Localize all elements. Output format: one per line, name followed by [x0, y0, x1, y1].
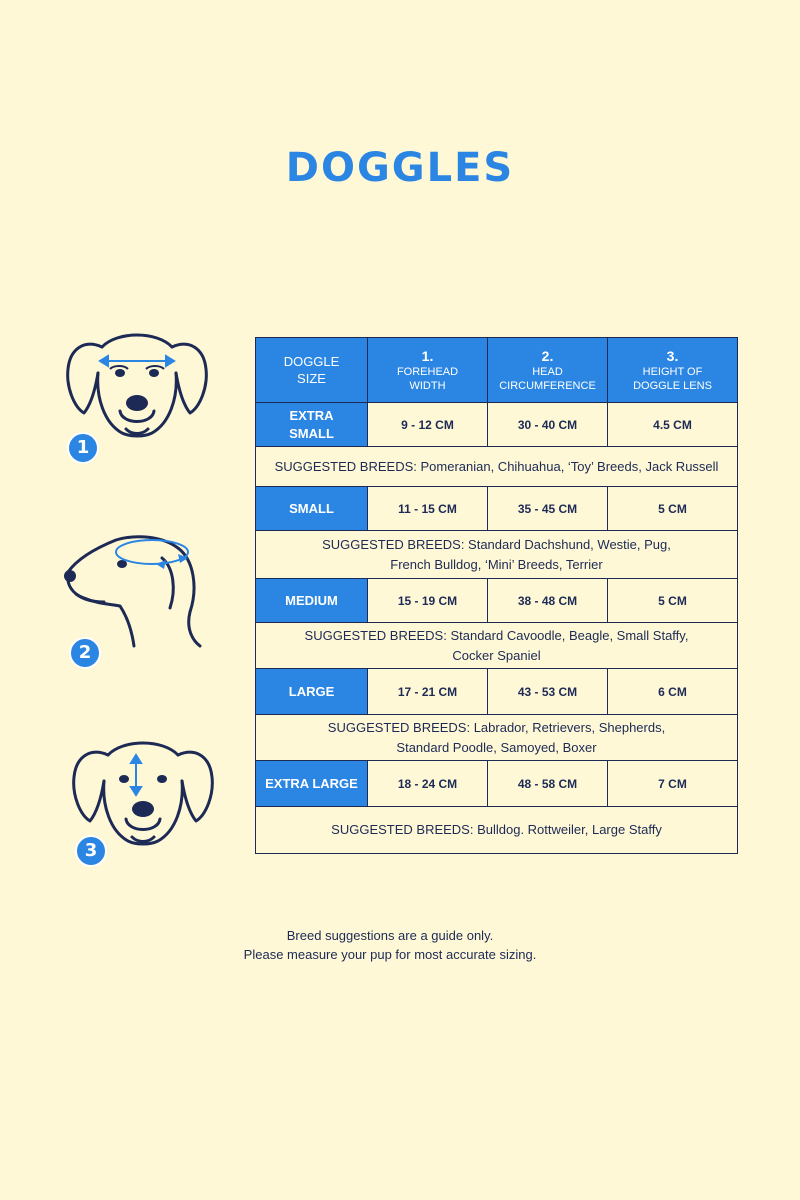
page-title: DOGGLES	[285, 145, 515, 191]
breed-row	[256, 807, 738, 854]
head-circumference-cell: 35 - 45 CM	[488, 487, 608, 531]
lens-height-cell: 4.5 CM	[608, 403, 738, 447]
breed-row	[256, 447, 738, 487]
forehead-width-cell: 17 - 21 CM	[368, 669, 488, 715]
lens-height-cell: 5 CM	[608, 579, 738, 623]
suggested-breeds-cell: SUGGESTED BREEDS: Labrador, Retrievers, Shepherds, Standard Poodle, Samoyed, Boxer	[256, 715, 738, 761]
suggested-breeds-cell: SUGGESTED BREEDS: Bulldog. Rottweiler, Large Staffy	[256, 807, 738, 854]
sizing-disclaimer: Breed suggestions are a guide only. Please measure your pup for most accurate sizing.	[243, 928, 537, 962]
table-header-row	[256, 338, 738, 403]
head-circumference-cell: 48 - 58 CM	[488, 761, 608, 807]
suggested-breeds-cell: SUGGESTED BREEDS: Standard Cavoodle, Beagle, Small Staffy, Cocker Spaniel	[256, 623, 738, 669]
lens-height-cell: 7 CM	[608, 761, 738, 807]
size-chart-table	[255, 337, 738, 854]
header-doggle-size: DOGGLE SIZE	[256, 338, 368, 403]
forehead-width-cell: 11 - 15 CM	[368, 487, 488, 531]
size-name-cell: LARGE	[256, 669, 368, 715]
head-circumference-cell: 38 - 48 CM	[488, 579, 608, 623]
size-name-cell: SMALL	[256, 487, 368, 531]
table-row	[256, 403, 738, 447]
header-lens-height: 3. HEIGHT OF DOGGLE LENS	[608, 338, 738, 403]
table-row	[256, 669, 738, 715]
forehead-width-cell: 15 - 19 CM	[368, 579, 488, 623]
size-name-cell: EXTRA SMALL	[256, 403, 368, 447]
dog-front-forehead-width-icon	[62, 325, 212, 445]
size-name-cell: MEDIUM	[256, 579, 368, 623]
guide-number-badge: 2	[69, 637, 101, 669]
dog-side-head-circumference-icon	[58, 528, 208, 653]
table-row	[256, 761, 738, 807]
breed-row	[256, 623, 738, 669]
size-name-cell: EXTRA LARGE	[256, 761, 368, 807]
table-row	[256, 579, 738, 623]
guide-number-badge: 3	[75, 835, 107, 867]
lens-height-cell: 6 CM	[608, 669, 738, 715]
head-circumference-cell: 30 - 40 CM	[488, 403, 608, 447]
lens-height-cell: 5 CM	[608, 487, 738, 531]
header-forehead-width: 1. FOREHEAD WIDTH	[368, 338, 488, 403]
header-head-circumference: 2. HEAD CIRCUMFERENCE	[488, 338, 608, 403]
breed-row	[256, 531, 738, 579]
breed-row	[256, 715, 738, 761]
forehead-width-cell: 9 - 12 CM	[368, 403, 488, 447]
suggested-breeds-cell: SUGGESTED BREEDS: Standard Dachshund, Westie, Pug, French Bulldog, ‘Mini’ Breeds, Terrier	[256, 531, 738, 579]
head-circumference-cell: 43 - 53 CM	[488, 669, 608, 715]
suggested-breeds-cell: SUGGESTED BREEDS: Pomeranian, Chihuahua, ‘Toy’ Breeds, Jack Russell	[256, 447, 738, 487]
forehead-width-cell: 18 - 24 CM	[368, 761, 488, 807]
table-row	[256, 487, 738, 531]
guide-number-badge: 1	[67, 432, 99, 464]
